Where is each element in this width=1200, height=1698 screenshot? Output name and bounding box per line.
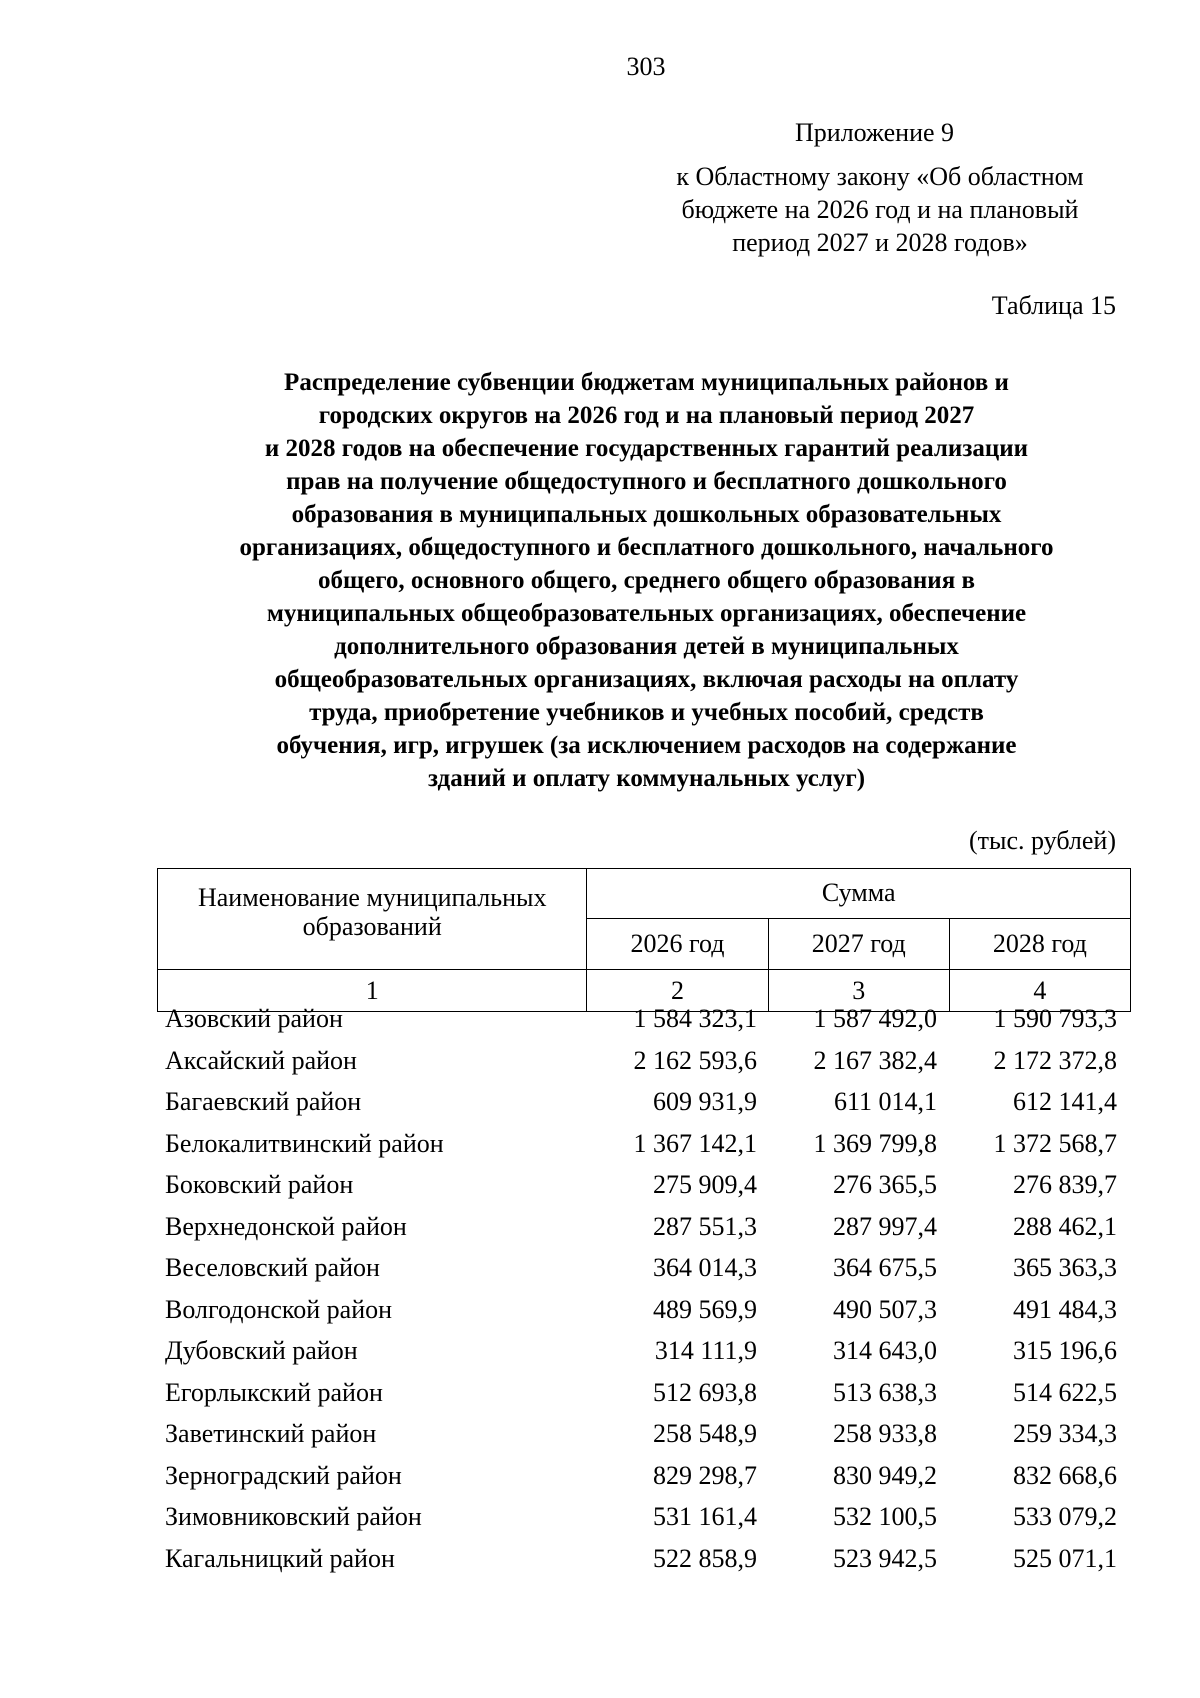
table-row	[157, 1164, 1131, 1206]
value-2027: 287 997,4	[833, 1211, 937, 1241]
table-row	[157, 1289, 1131, 1331]
value-2028: 259 334,3	[1013, 1419, 1117, 1448]
law-reference	[640, 160, 1120, 259]
value-2027: 490 507,3	[833, 1294, 937, 1324]
title-line: муниципальных общеобразовательных организациях, обеспечение	[266, 600, 1027, 627]
municipality-name: Кагальницкий район	[165, 1543, 395, 1573]
column-number: 3	[768, 970, 949, 1012]
municipality-name: Белокалитвинский район	[165, 1128, 444, 1158]
value-2026: 609 931,9	[653, 1087, 757, 1116]
value-2028: 2 172 372,8	[993, 1045, 1117, 1075]
header-name-line: образований	[302, 912, 442, 941]
table-body	[157, 998, 1131, 1579]
municipality-name: Багаевский район	[165, 1087, 362, 1116]
value-2026: 364 014,3	[653, 1253, 757, 1282]
value-2028: 315 196,6	[1013, 1336, 1117, 1365]
value-2027: 1 587 492,0	[813, 1004, 937, 1033]
table-row	[157, 1040, 1131, 1082]
value-2026: 829 298,7	[653, 1460, 757, 1490]
value-2027: 1 369 799,8	[813, 1128, 937, 1158]
title-line: и 2028 годов на обеспечение государственных гарантий реализации	[264, 435, 1029, 462]
appendix-label: Приложение 9	[795, 118, 955, 147]
table-row	[157, 1496, 1131, 1538]
value-2026: 314 111,9	[654, 1336, 757, 1365]
value-2028: 491 484,3	[1013, 1294, 1117, 1324]
document-title	[150, 366, 1143, 795]
law-reference-line: бюджете на 2026 год и на плановый	[681, 195, 1079, 224]
title-line: прав на получение общедоступного и бесплатного дошкольного	[286, 468, 1007, 495]
law-reference-line: период 2027 и 2028 годов»	[732, 228, 1028, 257]
table-row	[157, 1538, 1131, 1580]
value-2027: 830 949,2	[833, 1460, 937, 1490]
value-2027: 523 942,5	[833, 1543, 937, 1573]
municipality-name: Зерноградский район	[165, 1460, 402, 1490]
value-2028: 533 079,2	[1013, 1502, 1117, 1531]
municipality-name: Верхнедонской район	[165, 1211, 407, 1241]
table-number: Таблица 15	[991, 291, 1116, 320]
value-2027: 532 100,5	[833, 1502, 937, 1531]
municipality-name: Волгодонской район	[165, 1294, 393, 1324]
value-2028: 832 668,6	[1013, 1460, 1117, 1490]
value-2027: 276 365,5	[833, 1170, 937, 1199]
value-2026: 512 693,8	[653, 1377, 757, 1407]
value-2026: 1 584 323,1	[633, 1004, 757, 1033]
table-header	[157, 868, 1131, 1012]
value-2027: 364 675,5	[833, 1253, 937, 1282]
value-2027: 611 014,1	[833, 1087, 937, 1116]
title-line: труда, приобретение учебников и учебных пособий, средств	[309, 699, 984, 726]
law-reference-line: к Областному закону «Об областном	[676, 162, 1084, 191]
column-number: 4	[949, 970, 1130, 1012]
column-number: 2	[587, 970, 768, 1012]
value-2027: 2 167 382,4	[813, 1045, 937, 1075]
value-2028: 612 141,4	[1013, 1087, 1117, 1116]
value-2028: 525 071,1	[1013, 1543, 1117, 1573]
municipality-name: Боковский район	[165, 1170, 354, 1199]
table-row	[157, 1081, 1131, 1123]
value-2026: 531 161,4	[653, 1502, 757, 1531]
value-2028: 1 372 568,7	[993, 1128, 1117, 1158]
value-2026: 2 162 593,6	[633, 1045, 757, 1075]
header-sum: Сумма	[587, 869, 1131, 919]
table-row	[157, 1372, 1131, 1414]
title-line: общеобразовательных организациях, включая расходы на оплату	[274, 666, 1019, 693]
value-2027: 513 638,3	[833, 1377, 937, 1407]
title-line: Распределение субвенции бюджетам муниципальных районов и	[284, 369, 1009, 396]
value-2028: 365 363,3	[1013, 1253, 1117, 1282]
value-2027: 314 643,0	[833, 1336, 937, 1365]
table-row	[157, 1455, 1131, 1497]
value-2028: 276 839,7	[1013, 1170, 1117, 1199]
municipality-name: Азовский район	[165, 1004, 343, 1033]
title-line: городских округов на 2026 год и на плановый период 2027	[318, 402, 975, 429]
value-2028: 1 590 793,3	[993, 1004, 1117, 1033]
value-2026: 275 909,4	[653, 1170, 757, 1199]
header-name-column	[158, 869, 587, 970]
value-2026: 287 551,3	[653, 1211, 757, 1241]
header-year-2027: 2027 год	[768, 918, 949, 969]
title-line: общего, основного общего, среднего общего образования в	[318, 567, 975, 594]
column-number: 1	[158, 970, 587, 1012]
municipality-name: Зимовниковский район	[165, 1502, 422, 1531]
value-2026: 522 858,9	[653, 1543, 757, 1573]
value-2026: 258 548,9	[653, 1419, 757, 1448]
table-row	[157, 1206, 1131, 1248]
header-year-2026: 2026 год	[587, 918, 768, 969]
municipality-name: Веселовский район	[165, 1253, 380, 1282]
title-line: организациях, общедоступного и бесплатного дошкольного, начального	[239, 534, 1054, 561]
title-line: дополнительного образования детей в муниципальных	[334, 633, 959, 660]
table-row	[157, 1330, 1131, 1372]
value-2028: 288 462,1	[1013, 1211, 1117, 1241]
table-row	[157, 1413, 1131, 1455]
table-row	[157, 998, 1131, 1040]
municipality-name: Дубовский район	[165, 1336, 358, 1365]
municipality-name: Заветинский район	[165, 1419, 377, 1448]
municipality-name: Егорлыкский район	[165, 1377, 383, 1407]
title-line: образования в муниципальных дошкольных образовательных	[291, 501, 1002, 528]
table-row	[157, 1247, 1131, 1289]
units-label: (тыс. рублей)	[968, 826, 1116, 855]
header-name-line: Наименование муниципальных	[197, 883, 547, 912]
title-line: зданий и оплату коммунальных услуг)	[427, 765, 866, 792]
value-2028: 514 622,5	[1013, 1377, 1117, 1407]
table-row	[157, 1123, 1131, 1165]
page-number: 303	[626, 52, 666, 81]
value-2026: 489 569,9	[653, 1294, 757, 1324]
value-2026: 1 367 142,1	[633, 1128, 757, 1158]
title-line: обучения, игр, игрушек (за исключением расходов на содержание	[276, 732, 1017, 759]
value-2027: 258 933,8	[833, 1419, 937, 1448]
municipality-name: Аксайский район	[165, 1045, 357, 1075]
header-year-2028: 2028 год	[949, 918, 1130, 969]
